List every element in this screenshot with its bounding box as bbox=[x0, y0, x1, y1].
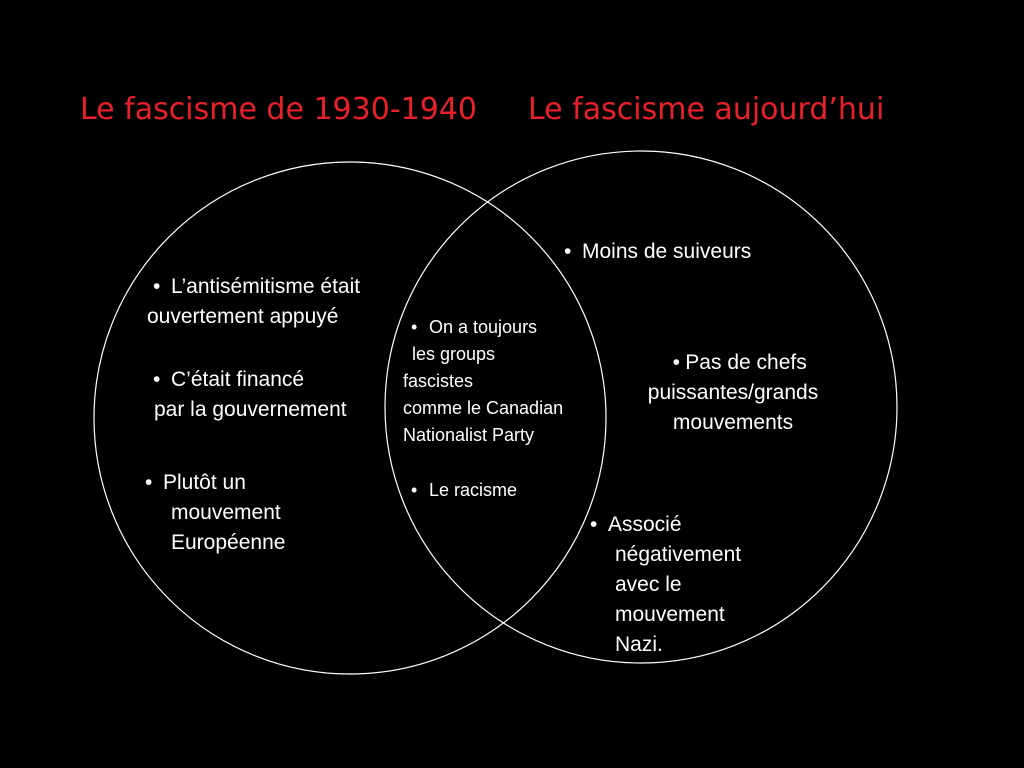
left-item-3-line-2: mouvement bbox=[171, 501, 281, 524]
overlap-item-1-line-5: Nationalist Party bbox=[403, 425, 535, 445]
left-item-1-line-1: • L’antisémitisme était bbox=[145, 272, 360, 302]
title-right: Le fascisme aujourd’hui bbox=[528, 92, 885, 127]
right-item-3-line-4: mouvement bbox=[615, 603, 725, 626]
left-item-3-line-1: • Plutôt un bbox=[137, 468, 246, 498]
overlap-item-2: • Le racisme bbox=[403, 477, 517, 504]
right-item-2-line-1: • Pas de chefs bbox=[623, 348, 843, 378]
left-item-3-line-3: Européenne bbox=[171, 531, 286, 554]
left-item-1-line-2: ouvertement appuyé bbox=[147, 305, 339, 328]
right-item-3-line-1: • Associé bbox=[582, 510, 682, 540]
overlap-item-1-line-2: les groups bbox=[412, 344, 496, 364]
left-item-2-line-1: • C’était financé bbox=[145, 365, 304, 395]
overlap-item-1-line-1: • On a toujours bbox=[403, 314, 537, 341]
right-item-2 bbox=[623, 348, 843, 438]
right-item-3-line-2: négativement bbox=[615, 543, 742, 566]
left-item-2-line-2: par la gouvernement bbox=[154, 398, 347, 421]
right-item-1: • Moins de suiveurs bbox=[556, 237, 751, 267]
right-item-2-line-2: puissantes/grands bbox=[647, 381, 819, 404]
right-item-3-line-3: avec le bbox=[615, 573, 682, 596]
overlap-item-1-line-4: comme le Canadian bbox=[403, 398, 564, 418]
overlap-item-1-line-3: fascistes bbox=[403, 371, 474, 391]
right-item-2-line-3: mouvements bbox=[672, 411, 794, 434]
right-item-3-line-5: Nazi. bbox=[615, 633, 663, 656]
title-left: Le fascisme de 1930-1940 bbox=[80, 92, 477, 127]
